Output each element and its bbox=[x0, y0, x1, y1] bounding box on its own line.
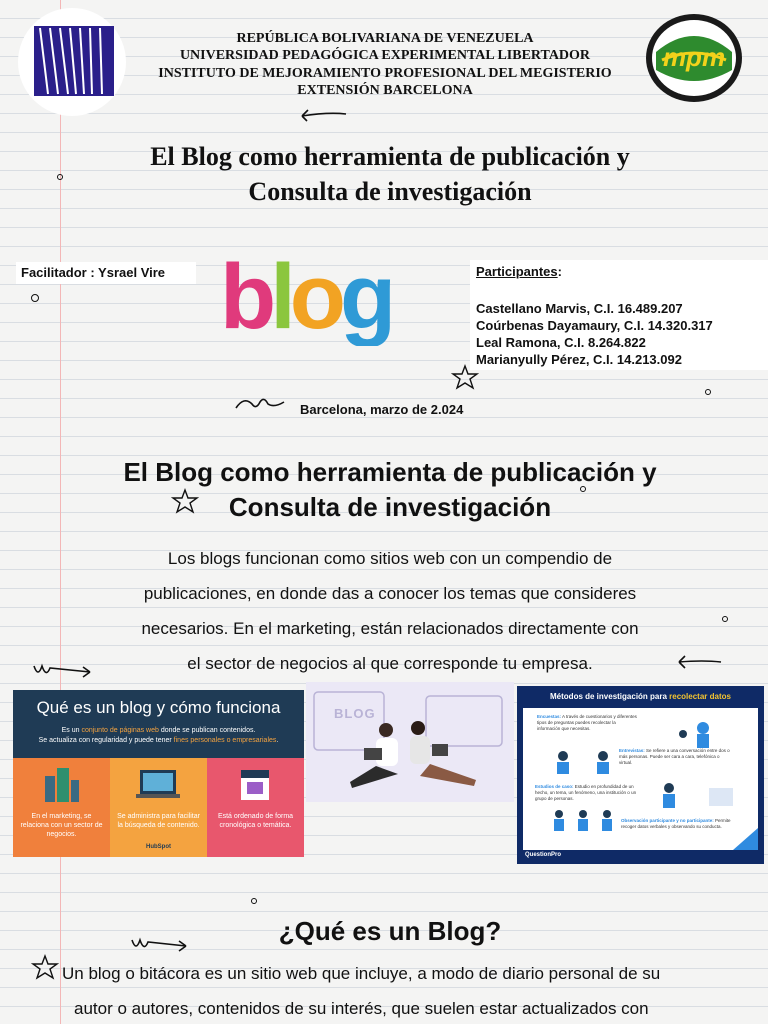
dot-doodle bbox=[31, 294, 39, 302]
section2-title: ¿Qué es un Blog? bbox=[278, 916, 502, 946]
laptop-icon bbox=[134, 766, 182, 802]
methods-panel bbox=[523, 708, 758, 850]
method-item: Observación participante y no participante: Permite recoger datos verbales y observando su conducta. bbox=[621, 818, 731, 829]
loop-doodle bbox=[234, 394, 286, 414]
questionpro-brand: QuestionPro bbox=[525, 852, 562, 858]
methods-title: Métodos de investigación para recolectar datos bbox=[550, 692, 731, 701]
method-item: Encuestas: A través de cuestionarios y diferentes tipos de preguntas puedes recolectar la información que necesitas. bbox=[537, 714, 637, 731]
facilitator-label: Facilitador : Ysrael Vire bbox=[21, 265, 166, 280]
arrow-left-doodle bbox=[298, 108, 348, 122]
participant-item: Marianyully Pérez, C.I. 14.213.092 bbox=[476, 352, 682, 367]
infographic-title: Qué es un blog y cómo funciona bbox=[36, 698, 281, 717]
section-title-line2: Consulta de investigación bbox=[228, 492, 552, 522]
infographic-card-blog bbox=[13, 690, 304, 857]
blog-illustration bbox=[306, 682, 514, 802]
arrow-left-doodle bbox=[675, 654, 723, 670]
paragraph-line: necesarios. En el marketing, están relacionados directamente con bbox=[141, 619, 639, 638]
calendar-icon bbox=[239, 766, 271, 802]
dot-doodle bbox=[722, 616, 728, 622]
header-institute: INSTITUTO DE MEJORAMIENTO PROFESIONAL DEL MEGISTERIO bbox=[158, 66, 612, 81]
infographic-col-order bbox=[207, 758, 304, 857]
city-icon bbox=[41, 766, 81, 802]
section-title-line1: El Blog como herramienta de publicación y bbox=[123, 457, 657, 487]
header-extension: EXTENSIÓN BARCELONA bbox=[297, 83, 473, 98]
blog-word-art bbox=[214, 246, 424, 346]
paragraph-line: autor o autores, contenidos de su interés, que suelen estar actualizados con bbox=[74, 999, 649, 1018]
place-date: Barcelona, marzo de 2.024 bbox=[300, 402, 464, 417]
infographic-col-text: Está ordenado de forma cronológica o temática. bbox=[217, 813, 294, 829]
facilitator-box bbox=[16, 262, 196, 284]
institute-logo-text: mpm bbox=[662, 42, 726, 72]
star-doodle bbox=[31, 954, 59, 980]
arrow-right-doodle bbox=[128, 936, 190, 956]
method-item: Entrevistas: Se refiere a una conversación entre dos o más personas. Puede ser cara a cara, telefónica o virtual. bbox=[619, 748, 730, 765]
infographic-col-search bbox=[110, 758, 207, 857]
university-logo bbox=[18, 8, 126, 116]
svg-text:blog: blog bbox=[220, 246, 391, 346]
paragraph-line: Los blogs funcionan como sitios web con un compendio de bbox=[167, 549, 613, 568]
institute-logo bbox=[644, 12, 744, 104]
dot-doodle bbox=[57, 174, 63, 180]
header-country: REPÚBLICA BOLIVARIANA DE VENEZUELA bbox=[236, 31, 534, 46]
arrow-right-doodle bbox=[30, 662, 96, 682]
participant-item: Castellano Marvis, C.I. 16.489.207 bbox=[476, 301, 683, 316]
star-doodle bbox=[451, 364, 479, 390]
infographic-card-methods bbox=[517, 686, 764, 864]
paragraph-line: Un blog o bitácora es un sitio web que incluye, a modo de diario personal de su bbox=[62, 964, 661, 983]
hubspot-brand: HubSpot bbox=[146, 844, 171, 850]
dot-doodle bbox=[251, 898, 257, 904]
participant-item: Coúrbenas Dayamaury, C.I. 14.320.317 bbox=[476, 318, 713, 333]
infographic-subtitle2: Se actualiza con regularidad y puede tener fines personales o empresariales. bbox=[38, 737, 279, 744]
method-item: Estudios de caso: Estudio en profundidad de un hecho, un tema, un fenómeno, una institución o un grupo de personas. bbox=[535, 784, 637, 801]
star-doodle bbox=[171, 488, 199, 514]
infographic-subtitle1: Es un conjunto de páginas web donde se publican contenidos. bbox=[61, 727, 256, 734]
paragraph-line: publicaciones, en donde das a conocer los temas que consideres bbox=[143, 584, 637, 603]
infographic-col-text: En el marketing, se relaciona con un sector de negocios. bbox=[20, 813, 103, 838]
participants-box bbox=[470, 260, 768, 370]
dot-doodle bbox=[705, 389, 711, 395]
header-university: UNIVERSIDAD PEDAGÓGICA EXPERIMENTAL LIBERTADOR bbox=[179, 48, 591, 63]
infographic-col-text: Se administra para facilitar la búsqueda de contenido. bbox=[117, 813, 200, 829]
infographic-header bbox=[13, 690, 304, 758]
participants-label: Participantes bbox=[476, 264, 558, 279]
participants-colon: : bbox=[557, 264, 562, 279]
paragraph-line: el sector de negocios al que corresponde tu empresa. bbox=[187, 654, 593, 673]
illustration-blog-label: BLOG bbox=[334, 706, 376, 721]
participant-item: Leal Ramona, C.I. 8.264.822 bbox=[476, 335, 646, 350]
infographic-col-marketing bbox=[13, 758, 110, 857]
cover-title-line2: Consulta de investigación bbox=[248, 177, 532, 206]
cover-title-line1: El Blog como herramienta de publicación y bbox=[150, 142, 630, 171]
